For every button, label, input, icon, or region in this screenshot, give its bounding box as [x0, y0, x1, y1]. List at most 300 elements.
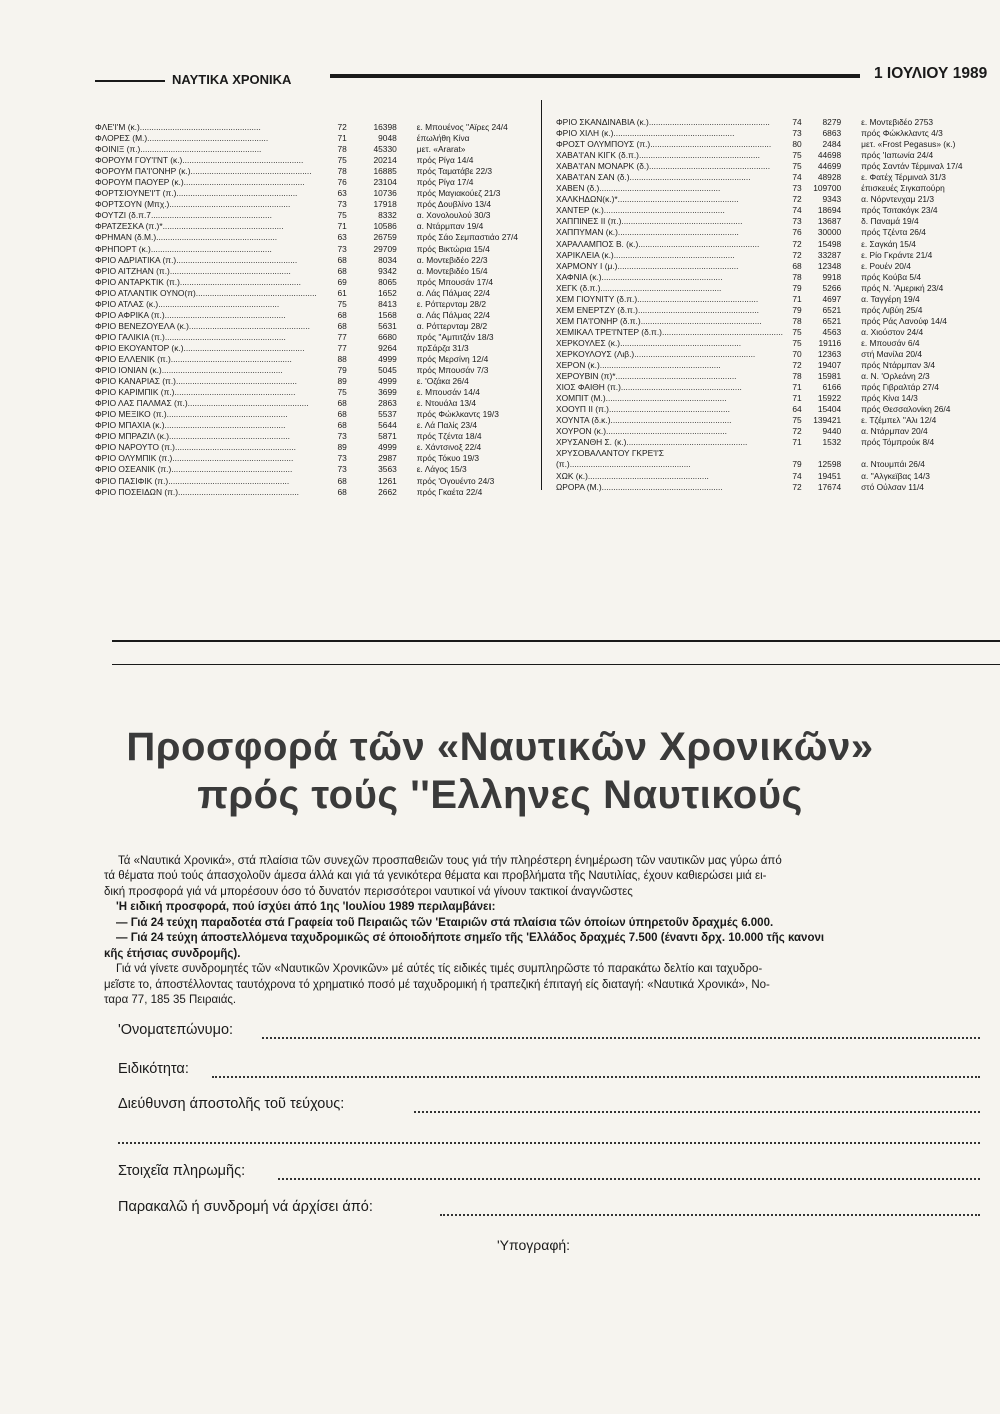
ship-name-text: ΧΡΥΣΑΝΘΗ Σ. (κ.) [556, 437, 627, 448]
ship-name [556, 161, 783, 172]
ship-row [556, 183, 1000, 194]
ship-name [556, 128, 783, 139]
ship-year: 71 [337, 221, 347, 232]
ship-tonnage: 5266 [822, 282, 842, 293]
ship-row [95, 122, 547, 133]
ship-year: 77 [337, 331, 347, 342]
ship-year: 89 [337, 376, 347, 387]
ship-row [95, 376, 547, 387]
ship-row [95, 354, 547, 365]
ship-status: πρός Τζέντα 18/4 [416, 431, 482, 442]
ship-name-text: ΦΟΡΟΥΜ ΠΑ'Ι'ΟΝΗΡ (κ.) [95, 166, 191, 177]
ship-status: πρός Φώκλκαντς 19/3 [416, 409, 499, 420]
section-rule-top [112, 640, 1000, 642]
ship-name-text: ΧΑΒΑ'Ι'ΑΝ ΜΟΝΑΡΚ (δ.) [556, 161, 650, 172]
leader-dots: .................................................... [172, 453, 294, 464]
offer-item2-line2: κῆς έτήσιας συνδρομῆς). [104, 948, 241, 960]
ship-name [556, 459, 783, 470]
ship-row [95, 221, 547, 232]
ship-row [95, 321, 547, 332]
leader-dots: .................................................... [168, 475, 290, 486]
ship-status: πρός 'Ογουέντο 24/3 [416, 475, 495, 486]
ship-status: πρός Ν. 'Αμερική 23/4 [861, 282, 944, 293]
form-address-field-line2[interactable] [118, 1142, 980, 1144]
leader-dots: .................................................... [178, 486, 300, 497]
ship-tonnage: 12598 [817, 459, 842, 470]
ship-row [556, 371, 1000, 382]
ship-status: μετ. «Ararat» [416, 144, 466, 155]
ship-name-text: ΧΑΡΜΟΝΥ Ι (μ.) [556, 260, 618, 271]
ship-tonnage: 45330 [373, 144, 397, 155]
leader-dots: .................................................... [188, 320, 310, 331]
leader-dots: .................................................... [638, 238, 760, 249]
header-date: 1 ΙΟΥΛΙΟΥ 1989 [874, 65, 988, 82]
offer-p1-line3: δική προσφορά γιά νά μπορέσουν όσο τό δυνατόν περισσότεροι ναυτικοί νά γίνουν τακτικοί άναγνῶστες [104, 886, 633, 898]
leader-dots: .................................................... [587, 470, 709, 481]
ship-row [556, 327, 1000, 338]
ship-year: 78 [337, 144, 347, 155]
ship-name [95, 288, 317, 299]
ship-year: 71 [337, 133, 347, 144]
ship-row [95, 177, 547, 188]
ship-year: 74 [792, 117, 802, 127]
ship-tonnage: 4999 [378, 376, 397, 387]
ship-row [556, 459, 1000, 470]
ship-name-text: ΦΡΗΠΟΡΤ (κ.) [95, 243, 151, 254]
ship-name [95, 277, 317, 288]
ship-tonnage: 10736 [373, 188, 397, 199]
ship-name [95, 144, 317, 155]
ship-status: πρός Τόμπρούκ 8/4 [861, 437, 935, 448]
ship-tonnage: 8034 [378, 254, 397, 265]
ship-year: 70 [792, 348, 802, 359]
leader-dots: .................................................... [638, 150, 760, 161]
ship-name-text: ΦΡΙΟ ΜΕΞΙΚΟ (π.) [95, 409, 167, 420]
ship-status: πρός Σάο Σεμπαστιάο 27/4 [416, 232, 519, 243]
ship-status: πρός 'Ιαπωνία 24/4 [861, 150, 934, 161]
ship-row [95, 420, 547, 431]
ship-year: 73 [337, 431, 347, 442]
ship-year: 68 [337, 398, 347, 409]
ship-name [556, 150, 783, 161]
ship-year: 68 [337, 475, 347, 486]
ship-status: ε. Λά Παλίς 23/4 [416, 420, 478, 431]
ship-tonnage: 19407 [817, 360, 842, 371]
ship-year: 79 [792, 282, 802, 293]
leader-dots: .................................................... [166, 409, 288, 420]
ship-name-text: ΦΡΙΟ ΑΤΛΑΣ (κ.) [95, 298, 159, 309]
ship-tonnage: 15981 [817, 371, 842, 382]
form-address-field[interactable] [414, 1111, 980, 1113]
ship-year: 72 [792, 249, 802, 260]
offer-title-line2: πρός τούς ''Ελληνες Ναυτικούς [197, 773, 803, 817]
offer-item2-line1: — Γιά 24 τεύχη άποστελλόμενα ταχυδρομικῶς σέ όποιοδήποτε σημεῖο τῆς 'Ελλάδος δραχμές 7.500 (έναντι δρχ. 10.000 τῆς κανονι [116, 932, 825, 944]
ship-year: 77 [337, 342, 347, 353]
left-ship-table [95, 122, 547, 498]
ship-year: 78 [792, 271, 802, 282]
ship-name [556, 117, 783, 128]
ship-year: 79 [792, 459, 802, 470]
ship-tonnage: 48928 [817, 172, 842, 183]
leader-dots: .................................................... [176, 254, 298, 265]
leader-dots: .................................................... [147, 133, 269, 144]
ship-name [95, 376, 317, 387]
ship-row [556, 250, 1000, 261]
leader-dots: .................................................... [156, 232, 278, 243]
ship-status [841, 448, 1000, 459]
ship-row [556, 239, 1000, 250]
ship-name [95, 387, 317, 398]
ship-tonnage: 2863 [378, 398, 397, 409]
ship-tonnage: 6521 [822, 304, 842, 315]
form-specialty-label: Ειδικότητα: [118, 1061, 189, 1077]
ship-status: πρός Μπουσάν 17/4 [416, 276, 494, 287]
offer-p1-line2: τά θέματα πού τούς άπασχολοῦν άμεσα άλλά και γιά τά γενικότερα θέματα και προβλήματα τῆς Ναυτιλίας, έχουν καθιερώσει μιά ει- [104, 870, 767, 882]
ship-name-text: ΦΟΡΤΣΟΥΝ (Μπχ.) [95, 199, 170, 210]
ship-tonnage: 13687 [817, 216, 842, 227]
ship-row [556, 471, 1000, 482]
ship-status: πρός Φώκλκλαντς 4/3 [861, 128, 943, 139]
ship-name-text: ΧΕΡΟΝ (κ.) [556, 360, 600, 371]
ship-status: πρΣάρζα 31/3 [416, 342, 469, 353]
ship-year: 71 [792, 437, 802, 448]
ship-year: 78 [792, 315, 802, 326]
ship-name-text: ΧΑΡΙΚΛΕΙΑ (κ.) [556, 249, 614, 260]
form-specialty-field[interactable] [212, 1076, 980, 1078]
ship-row [95, 464, 547, 475]
ship-row [95, 487, 547, 498]
ship-name [556, 360, 783, 371]
leader-dots: .................................................... [183, 342, 305, 353]
ship-year: 75 [792, 326, 802, 337]
ship-name-text: ΦΟΡΟΥΜ ΓΟΥ'Ι'ΝΤ (κ.) [95, 155, 183, 166]
ship-name [95, 398, 317, 409]
leader-dots: .................................................... [661, 326, 783, 337]
ship-name [556, 404, 783, 415]
ship-row [95, 332, 547, 343]
leader-dots: .................................................... [183, 177, 305, 188]
ship-status: α. Ντάρμπαν 20/4 [861, 426, 928, 437]
ship-year: 68 [337, 265, 347, 276]
ship-status: πρός Ντάρμπαν 3/4 [861, 360, 936, 371]
leader-dots: .................................................... [174, 442, 296, 453]
ship-name-text: ΦΡΟΣΤ ΟΛΥΜΠΟΥΣ (π.) [556, 139, 651, 150]
ship-year: 76 [337, 177, 347, 188]
ship-tonnage: 3699 [378, 387, 397, 398]
ship-name-text: ΦΡΗΜΑΝ (δ.Μ.) [95, 232, 157, 243]
ship-name-text: (π.) [556, 459, 570, 470]
ship-name-text: ΧΟΟΥΠ ΙΙ (π.) [556, 404, 609, 415]
ship-tonnage: 9264 [378, 342, 397, 353]
ship-status: μετ. «Frost Pegasus» (κ.) [861, 139, 956, 150]
leader-dots: .................................................... [162, 221, 284, 232]
ship-name-text: ΦΟΡΤΣΙΟΥΝΕ'Ι'Τ (π.) [95, 188, 177, 199]
ship-tonnage: 19116 [818, 337, 842, 348]
leader-dots: .................................................... [158, 298, 280, 309]
ship-row [95, 244, 547, 255]
ship-name [95, 133, 317, 144]
form-payment-label: Στοιχεῖα πληρωμῆς: [118, 1163, 246, 1179]
ship-status: πρός Μαγιακούεζ 21/3 [416, 188, 501, 199]
ship-row [556, 227, 1000, 238]
ship-year: 78 [792, 371, 802, 382]
ship-row [95, 155, 547, 166]
ship-tonnage: 8279 [822, 117, 842, 127]
ship-tonnage: 5537 [378, 409, 397, 420]
ship-name-text: ΦΡΙΟ ΑΦΡΙΚΑ (π.) [95, 309, 165, 320]
ship-tonnage: 8413 [378, 298, 397, 309]
ship-status: πρός Μπουσάν 7/3 [416, 365, 489, 376]
ship-name-text: ΦΡΑΤΖΕΣΚΑ (π.)* [95, 221, 163, 232]
ship-name [95, 310, 317, 321]
ship-status: ε. Σαγκάη 15/4 [861, 238, 916, 249]
ship-name [556, 338, 783, 349]
ship-tonnage: 15922 [817, 393, 842, 404]
ship-tonnage: 2662 [378, 486, 397, 497]
ship-tonnage: 8065 [378, 276, 397, 287]
leader-dots: .................................................... [626, 437, 748, 448]
leader-dots: .................................................... [599, 360, 721, 371]
leader-dots: .................................................... [637, 304, 759, 315]
leader-dots: .................................................... [600, 282, 722, 293]
ship-name-text: ΦΡΙΟ ΑΝΤΑΡΚΤΙΚ (π.) [95, 276, 180, 287]
ship-name [95, 420, 317, 431]
ship-name [556, 437, 783, 448]
ship-year: 63 [337, 188, 347, 199]
ship-name-text: ΦΛΟΡΕΣ (Μ.) [95, 133, 148, 144]
ship-name-text: ΦΡΙΟ ΠΟΣΕΙΔΩΝ (π.) [95, 486, 179, 497]
ship-status: ε. Χάντσινοξ 22/4 [416, 442, 482, 453]
form-payment-field[interactable] [278, 1178, 980, 1180]
ship-name [556, 448, 783, 459]
ship-year [783, 448, 802, 459]
leader-dots: .................................................... [605, 426, 727, 437]
ship-tonnage: 15404 [817, 404, 842, 415]
ship-status: πρός Κίνα 14/3 [861, 393, 918, 404]
offer-p3-line2: μεῖστε το, άποστέλλοντας ταυτόχρονα τό χρηματικό ποσό μέ ταχυδρομική ή τραπεζική έπιταγή είς διαταγή: «Ναυτικά Χρονικά», Νο- [104, 979, 770, 991]
ship-name [95, 188, 317, 199]
ship-year: 71 [792, 393, 802, 404]
ship-year: 80 [792, 139, 802, 150]
ship-status: α. Ρόττερνταμ 28/2 [416, 320, 488, 331]
ship-name [556, 482, 783, 493]
ship-tonnage: 33287 [817, 249, 842, 260]
form-start-field[interactable] [440, 1214, 980, 1216]
ship-year: 72 [792, 360, 802, 371]
ship-name-text: ΦΛΕ'Ι'Μ (κ.) [95, 122, 140, 132]
ship-name [95, 321, 317, 332]
leader-dots: .................................................... [164, 331, 286, 342]
ship-status: α. Νόρντενχαμ 21/3 [861, 194, 934, 205]
header-title: ΝΑΥΤΙΚΑ ΧΡΟΝΙΚΑ [172, 72, 292, 87]
ship-row [556, 172, 1000, 183]
ship-status: πρός Γιβραλτάρ 27/4 [861, 382, 939, 393]
ship-year: 79 [792, 304, 802, 315]
leader-dots: .................................................... [650, 139, 772, 150]
leader-dots: .................................................... [169, 199, 291, 210]
ship-year: 73 [792, 183, 802, 194]
ship-year: 73 [337, 464, 347, 475]
ship-status: πρός Ρίγα 14/4 [416, 155, 474, 166]
ship-status: στή Μανίλα 20/4 [861, 348, 922, 359]
ship-row [95, 442, 547, 453]
leader-dots: .................................................... [175, 376, 297, 387]
leader-dots: .................................................... [640, 315, 762, 326]
ship-row [95, 365, 547, 376]
ship-row [95, 255, 547, 266]
ship-year: 73 [792, 216, 802, 227]
ship-status: πρός Τσιτακόγκ 23/4 [861, 205, 938, 216]
ship-name [556, 327, 783, 338]
ship-year: 73 [337, 199, 347, 210]
ship-row [95, 343, 547, 354]
ship-row [95, 133, 547, 144]
ship-status: ε. Ρουέν 20/4 [861, 260, 911, 271]
ship-name [95, 199, 317, 210]
ship-row [556, 117, 1000, 128]
leader-dots: .................................................... [174, 387, 296, 398]
form-name-field[interactable] [262, 1037, 980, 1039]
ship-tonnage: 9048 [378, 133, 397, 144]
ship-name [556, 415, 783, 426]
ship-status: α. Χονολουλού 30/3 [416, 210, 491, 221]
ship-name-text: ΦΟΡΟΥΜ ΠΑΟΥΕΡ (κ.) [95, 177, 184, 188]
ship-status: α. Ντουμπάι 26/4 [861, 459, 925, 470]
ship-name [95, 299, 317, 310]
ship-row [95, 387, 547, 398]
ship-row [95, 453, 547, 464]
leader-dots: .................................................... [179, 276, 301, 287]
ship-row [556, 415, 1000, 426]
ship-tonnage: 8332 [378, 210, 397, 221]
ship-tonnage: 6166 [822, 382, 842, 393]
leader-dots: .................................................... [608, 404, 730, 415]
ship-tonnage: 2484 [822, 139, 842, 150]
ship-year: 72 [792, 426, 802, 437]
ship-row [556, 349, 1000, 360]
ship-year: 89 [337, 442, 347, 453]
ship-year: 68 [337, 409, 347, 420]
ship-year: 75 [337, 387, 347, 398]
ship-name [95, 343, 317, 354]
ship-status: α. Μοντεβιδέο 15/4 [416, 265, 488, 276]
ship-name [95, 409, 317, 420]
ship-name [95, 431, 317, 442]
ship-tonnage: 4999 [378, 353, 397, 364]
offer-p2: 'Η ειδική προσφορά, πού ίσχύει άπό 1ης 'Ιουλίου 1989 περιλαμβάνει: [116, 901, 496, 913]
ship-name-text: ΩΡΟΡΑ (Μ.) [556, 481, 602, 492]
ship-name [95, 487, 317, 498]
offer-p3-line3: ταρα 77, 185 35 Πειραιάς. [104, 994, 237, 1006]
ship-status: δ. Παναμά 19/4 [861, 216, 919, 227]
ship-name-text: ΦΡΙΟ ΝΑΡΟΥΤΟ (π.) [95, 442, 175, 453]
ship-row [95, 166, 547, 177]
leader-dots: .................................................... [637, 293, 759, 304]
leader-dots: .................................................... [615, 371, 737, 382]
ship-status: έπισκευές Σιγκαπούρη [861, 183, 945, 194]
ship-name-text: ΦΟΥΤΖΙ (δ.π.7 [95, 210, 151, 221]
ship-tonnage: 4697 [822, 293, 842, 304]
ship-row [556, 426, 1000, 437]
ship-row [556, 305, 1000, 316]
ship-tonnage: 16398 [373, 122, 397, 132]
ship-name [556, 283, 783, 294]
ship-status: α. Μοντεβιδέο 22/3 [416, 254, 488, 265]
ship-name [556, 194, 783, 205]
leader-dots: .................................................... [617, 227, 739, 238]
ship-year: 74 [792, 470, 802, 481]
ship-name-text: ΧΩΚ (κ.) [556, 470, 588, 481]
ship-name-text: ΦΡΙΟ ΑΔΡΙΑΤΙΚΑ (π.) [95, 254, 177, 265]
ship-year: 72 [337, 122, 347, 132]
ship-row [556, 482, 1000, 493]
ship-name [556, 250, 783, 261]
ship-name [556, 205, 783, 216]
ship-name-text: ΧΕΜ ΠΑ'Ι'ΟΝΗΡ (δ.π.) [556, 315, 641, 326]
leader-dots: .................................................... [601, 481, 723, 492]
ship-status: πρός Κούβα 5/4 [861, 271, 922, 282]
ship-year: 68 [337, 254, 347, 265]
ship-row [556, 294, 1000, 305]
offer-title-line1: Προσφορά τῶν «Ναυτικῶν Χρονικῶν» [126, 725, 874, 769]
ship-name [556, 216, 783, 227]
header-rule-left [95, 80, 165, 82]
ship-name-text: ΦΟΙΝΙΞ (π.) [95, 144, 141, 155]
ship-row [95, 398, 547, 409]
ship-name-text: ΧΟΥΡΟΝ (κ.) [556, 426, 606, 437]
ship-year: 75 [337, 298, 347, 309]
ship-year: 64 [792, 404, 802, 415]
ship-name-text: ΧΕΜ ΓΙΟΥΝΙΤΥ (δ.π.) [556, 293, 638, 304]
ship-year: 74 [792, 205, 802, 216]
ship-year: 68 [337, 420, 347, 431]
ship-row [556, 194, 1000, 205]
ship-tonnage: 15498 [817, 238, 842, 249]
ship-row [556, 139, 1000, 150]
leader-dots: .................................................... [171, 464, 293, 475]
ship-name [95, 354, 317, 365]
ship-tonnage: 10586 [373, 221, 397, 232]
ship-row [556, 448, 1000, 459]
leader-dots: .................................................... [649, 161, 771, 172]
ship-name [95, 244, 317, 255]
leader-dots: .................................................... [161, 365, 283, 376]
ship-status: ε. Φατέχ Τέρμιναλ 31/3 [861, 172, 946, 183]
offer-p3-line1: Γιά νά γίνετε συνδρομητές τῶν «Ναυτικῶν Χρονικῶν» μέ αύτές τίς ειδικές τιμές συμπληρῶστε τό παρακάτω δελτίο και ταχυδρο- [116, 963, 763, 975]
ship-name-text: ΧΑΒΑ'Ι'ΑΝ ΚΙΓΚ (δ.π.) [556, 150, 639, 161]
ship-tonnage: 44698 [817, 150, 842, 161]
ship-tonnage: 3563 [378, 464, 397, 475]
leader-dots: .................................................... [190, 166, 312, 177]
ship-tonnage: 26759 [373, 232, 397, 243]
ship-row [95, 409, 547, 420]
ship-name-text: ΦΡΙΟ ΕΛΛΕΝΙΚ (π.) [95, 353, 171, 364]
leader-dots: .................................................... [613, 249, 735, 260]
ship-status: ε. Ντουάλα 13/4 [416, 398, 476, 409]
ship-row [95, 144, 547, 155]
right-ship-table [556, 117, 1000, 493]
ship-year: 72 [792, 481, 802, 492]
ship-year: 75 [792, 161, 802, 172]
ship-row [556, 205, 1000, 216]
ship-name-text: ΦΡΙΟ ΑΤΛΑΝΤΙΚ ΟΥΝΟ(π) [95, 287, 196, 298]
ship-name [556, 261, 783, 272]
ship-status: πρός Γκαέτα 22/4 [416, 486, 483, 497]
leader-dots: .................................................... [169, 265, 291, 276]
ship-year: 73 [337, 453, 347, 464]
ship-status: πρός Λιβύη 25/4 [861, 304, 923, 315]
form-name-label: 'Ονοματεπώνυμο: [118, 1022, 234, 1038]
